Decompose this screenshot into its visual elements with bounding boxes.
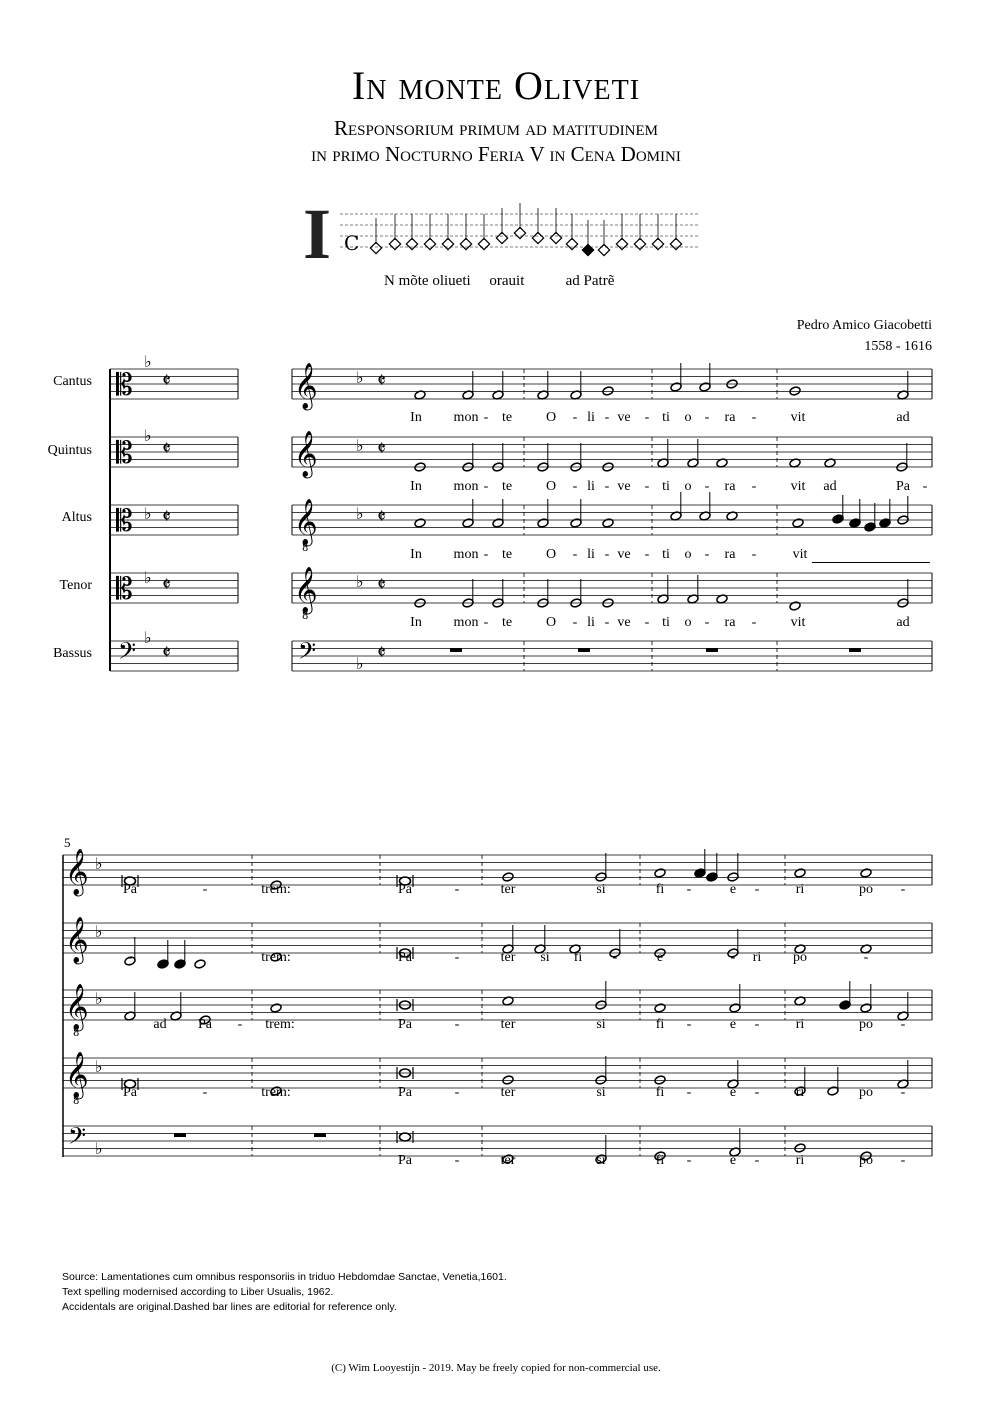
lyric-syllable: li bbox=[587, 410, 595, 425]
flat-sign: ♭ bbox=[144, 628, 152, 647]
lyric-syllable: li bbox=[587, 547, 595, 562]
note bbox=[699, 382, 711, 392]
note bbox=[789, 601, 801, 611]
lyric-syllable: - bbox=[572, 479, 578, 494]
lyric-syllable: - bbox=[644, 410, 650, 425]
flat-sign: ♭ bbox=[144, 426, 152, 445]
treble-clef: 𝄞 bbox=[65, 917, 89, 963]
note bbox=[595, 872, 607, 882]
lyric-syllable: Pa bbox=[123, 882, 137, 897]
lyric-syllable: In bbox=[410, 479, 422, 494]
lyric-syllable: - bbox=[644, 547, 650, 562]
treble-clef: 𝄞 bbox=[294, 363, 318, 409]
footnote-accidentals: Accidentals are original.Dashed bar lines are editorial for reference only. bbox=[62, 1301, 397, 1313]
lyric-syllable: - bbox=[751, 615, 757, 630]
incipit-neume bbox=[550, 232, 561, 243]
lyric-syllable: ad bbox=[823, 479, 837, 494]
breve-note bbox=[400, 1133, 411, 1141]
lyric-syllable: e bbox=[729, 1085, 737, 1100]
cut-time: 𝄵 bbox=[377, 368, 386, 392]
lyric-syllable: ter bbox=[500, 882, 516, 897]
lyric-syllable: - bbox=[900, 882, 906, 897]
cut-time: 𝄵 bbox=[377, 504, 386, 528]
whole-rest bbox=[578, 648, 590, 652]
lyric-syllable: Pa bbox=[896, 479, 910, 494]
composer-name: Pedro Amico Giacobetti bbox=[796, 318, 932, 333]
cut-time: 𝄵 bbox=[377, 572, 386, 596]
lyric-syllable: Pa bbox=[398, 882, 412, 897]
page-title: In monte Oliveti bbox=[351, 63, 641, 108]
note bbox=[654, 1075, 666, 1085]
lyric-syllable: - bbox=[704, 410, 710, 425]
lyric-syllable: fi bbox=[655, 1085, 665, 1100]
lyric-syllable: po bbox=[859, 1153, 873, 1168]
lyric-syllable: ri bbox=[795, 882, 805, 897]
lyric-syllable: O bbox=[545, 547, 557, 562]
note bbox=[654, 868, 666, 878]
incipit-neume bbox=[406, 238, 417, 249]
lyric-syllable: - bbox=[483, 615, 489, 630]
lyric-syllable: - bbox=[686, 1017, 692, 1032]
voice-label-quintus: Quintus bbox=[47, 443, 92, 458]
note bbox=[864, 522, 876, 532]
lyric-syllable: - bbox=[704, 547, 710, 562]
lyric-syllable: si bbox=[596, 1153, 606, 1168]
lyric-syllable: ad bbox=[153, 1017, 167, 1032]
lyric-syllable: - bbox=[922, 479, 928, 494]
c-clef: 𝄡 bbox=[116, 436, 133, 471]
footnote-spelling: Text spelling modernised according to Liber Usualis, 1962. bbox=[62, 1286, 334, 1298]
lyric-syllable: ter bbox=[500, 1017, 516, 1032]
lyric-syllable: ti bbox=[662, 479, 670, 494]
c-clef: 𝄡 bbox=[116, 572, 133, 607]
lyric-syllable: - bbox=[454, 950, 460, 965]
lyric-syllable: e bbox=[729, 1017, 737, 1032]
composer-dates: 1558 - 1616 bbox=[864, 339, 932, 354]
note bbox=[602, 386, 614, 396]
lyric-syllable: te bbox=[501, 547, 513, 562]
lyric-syllable: - bbox=[704, 479, 710, 494]
lyric-syllable: vit bbox=[790, 479, 806, 494]
incipit-neume bbox=[670, 238, 681, 249]
lyric-syllable: te bbox=[501, 410, 513, 425]
lyric-syllable: - bbox=[604, 615, 610, 630]
lyric-syllable: si bbox=[596, 1017, 606, 1032]
lyric-syllable: ri bbox=[795, 1085, 805, 1100]
note bbox=[849, 518, 861, 528]
octave-mark: 8 bbox=[302, 611, 309, 622]
incipit-text: N mõte oliueti orauit ad Patrẽ bbox=[384, 273, 615, 289]
incipit-clef: C bbox=[344, 231, 360, 255]
cut-time: 𝄵 bbox=[162, 504, 171, 528]
lyric-syllable: o bbox=[684, 479, 692, 494]
flat-sign: ♭ bbox=[356, 654, 364, 673]
lyric-syllable: In bbox=[410, 410, 422, 425]
lyric-syllable: - bbox=[751, 547, 757, 562]
flat-sign: ♭ bbox=[95, 989, 103, 1008]
flat-sign: ♭ bbox=[356, 368, 364, 387]
incipit-neume bbox=[598, 244, 609, 255]
incipit-staff bbox=[340, 203, 700, 256]
treble-clef: 𝄞 bbox=[65, 849, 89, 895]
note bbox=[727, 872, 739, 882]
lyric-syllable: li bbox=[587, 479, 595, 494]
lyric-syllable: ter bbox=[500, 1153, 516, 1168]
flat-sign: ♭ bbox=[356, 504, 364, 523]
lyric-syllable: ad bbox=[896, 615, 910, 630]
lyric-syllable: trem: bbox=[261, 950, 291, 965]
lyric-syllable: - bbox=[704, 615, 710, 630]
flat-sign: ♭ bbox=[356, 436, 364, 455]
note bbox=[670, 382, 682, 392]
lyric-syllable: ad bbox=[896, 410, 910, 425]
treble-clef: 𝄞 bbox=[294, 431, 318, 477]
cut-time: 𝄵 bbox=[377, 436, 386, 460]
lyric-syllable: - bbox=[237, 1017, 243, 1032]
lyric-syllable: - bbox=[454, 1153, 460, 1168]
flat-sign: ♭ bbox=[95, 854, 103, 873]
incipit-neume bbox=[442, 238, 453, 249]
lyric-syllable: po bbox=[859, 1085, 873, 1100]
note bbox=[706, 872, 718, 882]
whole-rest bbox=[450, 648, 462, 652]
lyric-syllable: - bbox=[202, 882, 208, 897]
voice-label-tenor: Tenor bbox=[59, 578, 92, 593]
lyric-syllable: ra bbox=[724, 479, 736, 494]
lyric-syllable: trem: bbox=[261, 1085, 291, 1100]
lyric-syllable: trem: bbox=[261, 882, 291, 897]
cut-time: 𝄵 bbox=[162, 436, 171, 460]
lyric-syllable: vit bbox=[790, 615, 806, 630]
flat-sign: ♭ bbox=[144, 504, 152, 523]
whole-rest bbox=[849, 648, 861, 652]
melisma-line bbox=[812, 562, 930, 563]
incipit-neume bbox=[370, 242, 381, 253]
flat-sign: ♭ bbox=[144, 568, 152, 587]
note bbox=[492, 518, 504, 528]
flat-sign: ♭ bbox=[95, 1057, 103, 1076]
incipit-neume bbox=[424, 238, 435, 249]
lyric-syllable: si bbox=[596, 882, 606, 897]
cut-time: 𝄵 bbox=[377, 640, 386, 664]
lyric-syllable: Pa bbox=[398, 1153, 412, 1168]
lyric-syllable: ri bbox=[795, 1153, 805, 1168]
lyric-syllable: ti bbox=[662, 615, 670, 630]
c-clef: 𝄡 bbox=[116, 368, 133, 403]
lyric-syllable: - bbox=[900, 1017, 906, 1032]
note bbox=[537, 518, 549, 528]
lyric-syllable: ri bbox=[795, 1017, 805, 1032]
incipit-neume bbox=[634, 238, 645, 249]
note bbox=[879, 518, 891, 528]
incipit-neume bbox=[566, 238, 577, 249]
octave-mark: 8 bbox=[302, 543, 309, 554]
lyric-syllable: - bbox=[730, 950, 736, 965]
incipit-neume bbox=[389, 238, 400, 249]
incipit-neume bbox=[582, 244, 593, 255]
subtitle-line-1: Responsorium primum ad matitudinem bbox=[334, 116, 658, 140]
lyric-syllable: O bbox=[545, 615, 557, 630]
lyric-syllable: po bbox=[859, 1017, 873, 1032]
lyric-syllable: Pa bbox=[398, 1017, 412, 1032]
cut-time: 𝄵 bbox=[162, 640, 171, 664]
lyric-syllable: te bbox=[501, 615, 513, 630]
lyric-syllable: - bbox=[863, 950, 869, 965]
lyric-syllable: fi bbox=[655, 1017, 665, 1032]
note bbox=[414, 518, 426, 528]
lyric-syllable: - bbox=[604, 547, 610, 562]
lyric-syllable: - bbox=[604, 479, 610, 494]
lyric-syllable: O bbox=[545, 479, 557, 494]
incipit-neume bbox=[514, 227, 525, 238]
lyric-syllable: - bbox=[754, 1017, 760, 1032]
subtitle-line-2: in primo Nocturno Feria V in Cena Domini bbox=[311, 142, 681, 166]
note bbox=[270, 1003, 282, 1013]
incipit-neume bbox=[532, 232, 543, 243]
voice-label-bassus: Bassus bbox=[53, 646, 92, 661]
incipit-initial-letter: I bbox=[303, 194, 332, 274]
note bbox=[174, 959, 186, 969]
lyric-syllable: - bbox=[900, 1153, 906, 1168]
lyric-syllable: - bbox=[572, 615, 578, 630]
octave-mark: 8 bbox=[73, 1096, 80, 1107]
incipit-neume bbox=[652, 238, 663, 249]
lyric-syllable: ra bbox=[724, 547, 736, 562]
lyric-syllable: Pa bbox=[123, 1085, 137, 1100]
lyric-syllable: ti bbox=[662, 410, 670, 425]
lyric-syllable: - bbox=[454, 882, 460, 897]
lyric-syllable: - bbox=[127, 950, 133, 965]
note bbox=[860, 868, 872, 878]
incipit-neume bbox=[460, 238, 471, 249]
lyric-syllable: ti bbox=[662, 547, 670, 562]
lyric-syllable: si bbox=[540, 950, 550, 965]
system-1 bbox=[110, 352, 932, 673]
lyric-syllable: - bbox=[454, 1085, 460, 1100]
measure-number: 5 bbox=[64, 835, 71, 850]
lyric-syllable: li bbox=[587, 615, 595, 630]
flat-sign: ♭ bbox=[95, 922, 103, 941]
lyric-syllable: - bbox=[686, 1153, 692, 1168]
lyric-syllable: mon bbox=[453, 410, 479, 425]
whole-rest bbox=[314, 1133, 326, 1137]
note bbox=[827, 1086, 839, 1096]
lyric-syllable: - bbox=[483, 410, 489, 425]
lyric-syllable: trem: bbox=[265, 1017, 295, 1032]
lyric-syllable: - bbox=[454, 1017, 460, 1032]
bass-clef: 𝄢 bbox=[68, 1122, 87, 1155]
note bbox=[789, 386, 801, 396]
note bbox=[729, 1003, 741, 1013]
lyric-syllable: - bbox=[686, 882, 692, 897]
incipit-neume bbox=[496, 232, 507, 243]
lyric-syllable: vit bbox=[792, 547, 808, 562]
lyric-syllable: - bbox=[483, 547, 489, 562]
lyric-syllable: mon bbox=[453, 615, 479, 630]
lyric-syllable: - bbox=[686, 1085, 692, 1100]
lyric-syllable: - bbox=[751, 479, 757, 494]
voice-label-cantus: Cantus bbox=[53, 374, 92, 389]
lyric-syllable: ter bbox=[500, 1085, 516, 1100]
note bbox=[595, 1075, 607, 1085]
whole-rest bbox=[174, 1133, 186, 1137]
lyric-syllable: Pa bbox=[398, 950, 412, 965]
lyric-syllable: ve bbox=[617, 410, 631, 425]
note bbox=[792, 518, 804, 528]
lyric-syllable: - bbox=[604, 410, 610, 425]
lyric-syllable: ve bbox=[617, 479, 631, 494]
octave-mark: 8 bbox=[73, 1028, 80, 1039]
cut-time: 𝄵 bbox=[162, 368, 171, 392]
lyric-syllable: - bbox=[754, 882, 760, 897]
treble-clef: 𝄞 bbox=[65, 984, 89, 1030]
lyric-syllable: O bbox=[545, 410, 557, 425]
lyric-syllable: po bbox=[793, 950, 807, 965]
voice-label-altus: Altus bbox=[61, 510, 92, 525]
note bbox=[570, 518, 582, 528]
incipit-neume bbox=[616, 238, 627, 249]
lyric-syllable: ra bbox=[724, 615, 736, 630]
lyric-syllable: Pa bbox=[398, 1085, 412, 1100]
note bbox=[462, 518, 474, 528]
note bbox=[694, 868, 706, 878]
lyric-syllable: - bbox=[202, 1085, 208, 1100]
copyright-notice: (C) Wim Looyestijn - 2019. May be freely copied for non-commercial use. bbox=[331, 1362, 661, 1374]
note bbox=[860, 1003, 872, 1013]
lyric-syllable: - bbox=[572, 547, 578, 562]
note bbox=[502, 872, 514, 882]
footnote-source: Source: Lamentationes cum omnibus responsoriis in triduo Hebdomdae Sanctae, Venetia,1601. bbox=[62, 1271, 507, 1283]
note bbox=[194, 959, 206, 969]
lyric-syllable: ter bbox=[500, 950, 516, 965]
lyric-syllable: ra bbox=[724, 410, 736, 425]
bass-clef: 𝄢 bbox=[298, 637, 317, 670]
c-clef: 𝄡 bbox=[116, 504, 133, 539]
lyric-syllable: - bbox=[754, 1085, 760, 1100]
lyric-syllable: te bbox=[501, 479, 513, 494]
whole-rest bbox=[706, 648, 718, 652]
lyric-syllable: ve bbox=[617, 615, 631, 630]
lyric-syllable: - bbox=[754, 1153, 760, 1168]
note bbox=[832, 514, 844, 524]
note bbox=[602, 518, 614, 528]
lyric-syllable: fi bbox=[573, 950, 583, 965]
treble-clef: 𝄞 bbox=[65, 1052, 89, 1098]
lyric-syllable: - bbox=[644, 615, 650, 630]
lyric-syllable: In bbox=[410, 547, 422, 562]
flat-sign: ♭ bbox=[95, 1139, 103, 1158]
note bbox=[502, 1075, 514, 1085]
lyric-syllable: In bbox=[410, 615, 422, 630]
cut-time: 𝄵 bbox=[162, 572, 171, 596]
lyric-syllable: o bbox=[684, 547, 692, 562]
lyric-syllable: e bbox=[729, 882, 737, 897]
lyric-syllable: Pa bbox=[198, 1017, 212, 1032]
treble-clef: 𝄞 bbox=[294, 499, 318, 545]
treble-clef: 𝄞 bbox=[294, 567, 318, 613]
lyric-syllable: - bbox=[644, 479, 650, 494]
lyric-syllable: - bbox=[612, 950, 618, 965]
lyric-syllable: e bbox=[656, 950, 664, 965]
note bbox=[157, 959, 169, 969]
lyric-syllable: e bbox=[729, 1153, 737, 1168]
lyric-syllable: si bbox=[596, 1085, 606, 1100]
lyric-syllable: - bbox=[751, 410, 757, 425]
lyric-syllable: ri bbox=[752, 950, 762, 965]
note bbox=[839, 1000, 851, 1010]
bass-clef: 𝄢 bbox=[118, 637, 137, 670]
note bbox=[794, 1143, 806, 1153]
lyric-syllable: fi bbox=[655, 882, 665, 897]
lyric-syllable: vit bbox=[790, 410, 806, 425]
lyric-syllable: - bbox=[483, 479, 489, 494]
lyric-syllable: mon bbox=[453, 547, 479, 562]
lyric-syllable: fi bbox=[655, 1153, 665, 1168]
lyric-syllable: - bbox=[900, 1085, 906, 1100]
lyric-syllable: o bbox=[684, 410, 692, 425]
flat-sign: ♭ bbox=[356, 572, 364, 591]
note bbox=[654, 1003, 666, 1013]
lyric-syllable: ve bbox=[617, 547, 631, 562]
lyric-syllable: po bbox=[859, 882, 873, 897]
lyric-syllable: o bbox=[684, 615, 692, 630]
flat-sign: ♭ bbox=[144, 352, 152, 371]
note bbox=[794, 868, 806, 878]
incipit-neume bbox=[478, 238, 489, 249]
lyric-syllable: - bbox=[572, 410, 578, 425]
lyric-syllable: mon bbox=[453, 479, 479, 494]
